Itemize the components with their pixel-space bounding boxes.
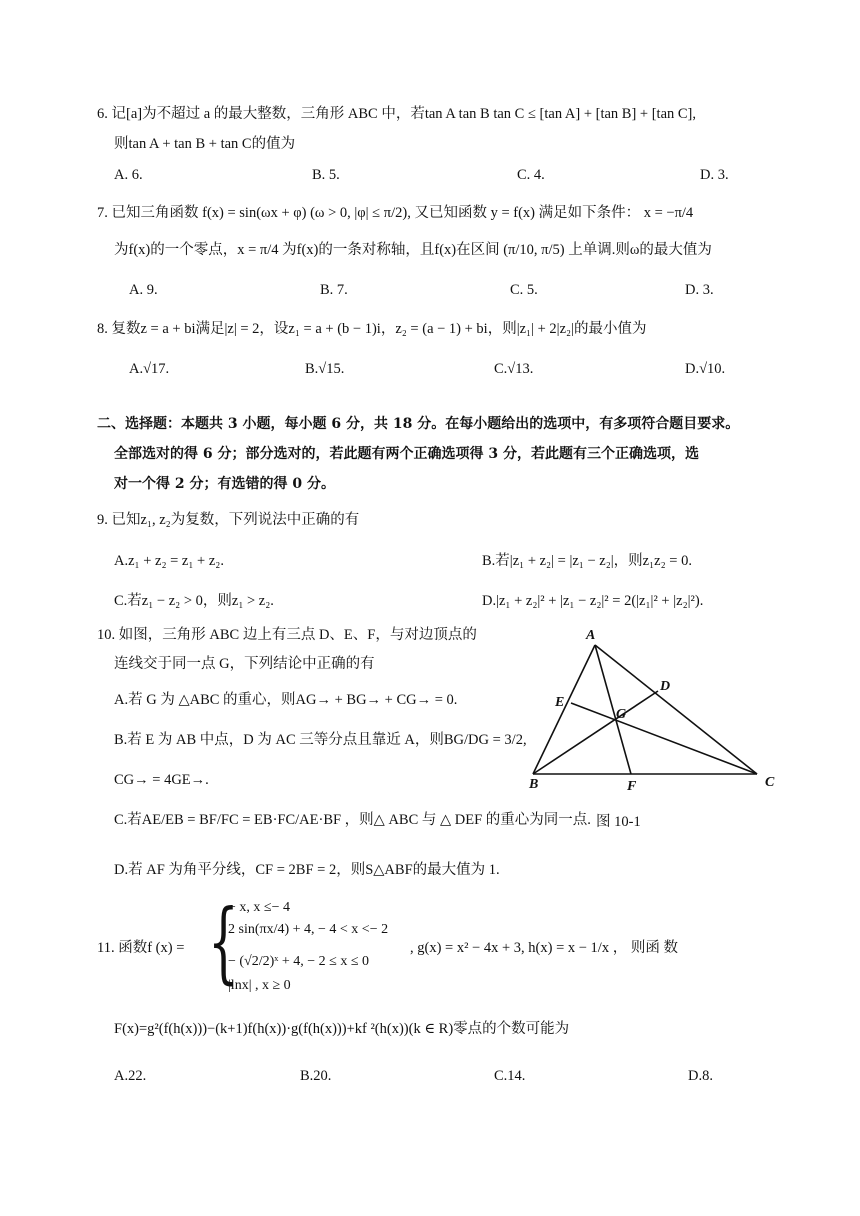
piecewise-case-1: − x, x ≤− 4: [228, 900, 290, 915]
q8-option-b: B.√15.: [305, 361, 345, 377]
piecewise-brace: {: [208, 890, 239, 993]
vertex-label-a: A: [586, 628, 596, 643]
piecewise-case-3: − (√2/2)ˣ + 4, − 2 ≤ x ≤ 0: [228, 954, 369, 969]
point-label-f: F: [627, 779, 637, 794]
q6-option-c: C. 4.: [517, 167, 545, 183]
cevian-bd: [533, 691, 658, 774]
q6-stem-line2: 则tan A + tan B + tan C的值为: [114, 136, 296, 152]
q8-stem-line1: 8. 复数z = a + bi满足|z| = 2，设z₁ = a + (b − 1)i，z₂ = (a − 1) + bi，则|z₁| + 2|z₂|的最小值为: [97, 321, 647, 337]
q9-option-d: D.|z₁ + z₂|² + |z₁ − z₂|² = 2(|z₁|² + |z₂|²).: [482, 593, 704, 609]
q11-stem-line2: F(x)=g²(f(h(x)))−(k+1)f(h(x))·g(f(h(x)))+kf ²(h(x))(k ∈ R)零点的个数可能为: [114, 1021, 570, 1037]
q7-option-d: D. 3.: [685, 282, 714, 298]
figure-caption: 图 10-1: [596, 814, 641, 830]
point-label-d: D: [660, 679, 671, 694]
vertex-label-c: C: [765, 775, 775, 790]
q9-option-c: C.若z₁ − z₂ > 0，则z₁ > z₂.: [114, 593, 274, 609]
q11-option-b: B.20.: [300, 1068, 332, 1084]
q6-option-b: B. 5.: [312, 167, 340, 183]
point-label-e: E: [555, 695, 565, 710]
q11-option-d: D.8.: [688, 1068, 713, 1084]
section2-instructions-line2: 全部选对的得 6 分；部分选对的，若此题有两个正确选项得 3 分，若此题有三个正确选项，选: [114, 446, 699, 462]
q8-option-a: A.√17.: [129, 361, 170, 377]
q10-stem-line1: 10. 如图，三角形 ABC 边上有三点 D、E、F，与对边顶点的: [97, 627, 477, 643]
q10-option-a: A.若 G 为 △ABC 的重心，则AG→ + BG→ + CG→ = 0.: [114, 692, 458, 708]
q7-stem-line2: 为f(x)的一个零点，x = π/4 为f(x)的一条对称轴，且f(x)在区间 (π/10, π/5) 上单调.则ω的最大值为: [114, 242, 712, 258]
q7-option-a: A. 9.: [129, 282, 158, 298]
piecewise-case-4: |lnx| , x ≥ 0: [228, 978, 291, 993]
q11-prefix: 11. 函数f (x) =: [97, 940, 185, 956]
q9-option-a: [114, 551, 224, 571]
q9-option-a-text: A.z₁ + z₂ = z₁ + z₂.: [114, 553, 224, 569]
q9-stem: 9. 已知z₁, z₂为复数，下列说法中正确的有: [97, 512, 360, 528]
q7-option-c: C. 5.: [510, 282, 538, 298]
q6-stem-line1: 6. 记[a]为不超过 a 的最大整数，三角形 ABC 中，若tan A tan B tan C ≤ [tan A] + [tan B] + [tan C],: [97, 106, 697, 122]
q7-stem-line1: 7. 已知三角函数 f(x) = sin(ωx + φ) (ω > 0, |φ| ≤ π/2), 又已知函数 y = f(x) 满足如下条件： x = −π/4: [97, 205, 694, 221]
q6-option-a: A. 6.: [114, 167, 143, 183]
q8-option-c: C.√13.: [494, 361, 534, 377]
q10-option-b-line1: B.若 E 为 AB 中点，D 为 AC 三等分点且靠近 A，则BG/DG = 3/2,: [114, 732, 527, 748]
q7-option-b: B. 7.: [320, 282, 348, 298]
q10-stem-line2: 连线交于同一点 G，下列结论中正确的有: [114, 656, 375, 672]
section2-instructions-line3: 对一个得 2 分；有选错的得 0 分。: [114, 476, 335, 492]
cevian-ce: [571, 703, 757, 774]
q11-option-c: C.14.: [494, 1068, 526, 1084]
piecewise-case-2: 2 sin(πx/4) + 4, − 4 < x <− 2: [228, 922, 389, 937]
q11-suffix: , g(x) = x² − 4x + 3, h(x) = x − 1/x ， 则函 数: [410, 940, 678, 956]
section2-instructions-line1: 二、选择题：本题共 3 小题，每小题 6 分，共 18 分。在每小题给出的选项中，有多项符合题目要求。: [97, 416, 740, 432]
vertex-label-b: B: [529, 777, 539, 792]
q8-option-d: D.√10.: [685, 361, 726, 377]
q9-option-b: B.若|z₁ + z₂| = |z₁ − z₂|，则z₁z₂ = 0.: [482, 553, 692, 569]
q10-option-b-line2: CG→ = 4GE→.: [114, 772, 209, 788]
q10-option-c: C.若AE/EB = BF/FC = EB·FC/AE·BF ，则△ ABC 与 △ DEF 的重心为同一点.: [114, 812, 591, 828]
q10-triangle-figure: [525, 622, 785, 797]
q6-option-d: D. 3.: [700, 167, 729, 183]
q11-option-a: A.22.: [114, 1068, 147, 1084]
q10-option-d: D.若 AF 为角平分线，CF = 2BF = 2，则S△ABF的最大值为 1.: [114, 862, 500, 878]
point-label-g: G: [616, 707, 627, 722]
